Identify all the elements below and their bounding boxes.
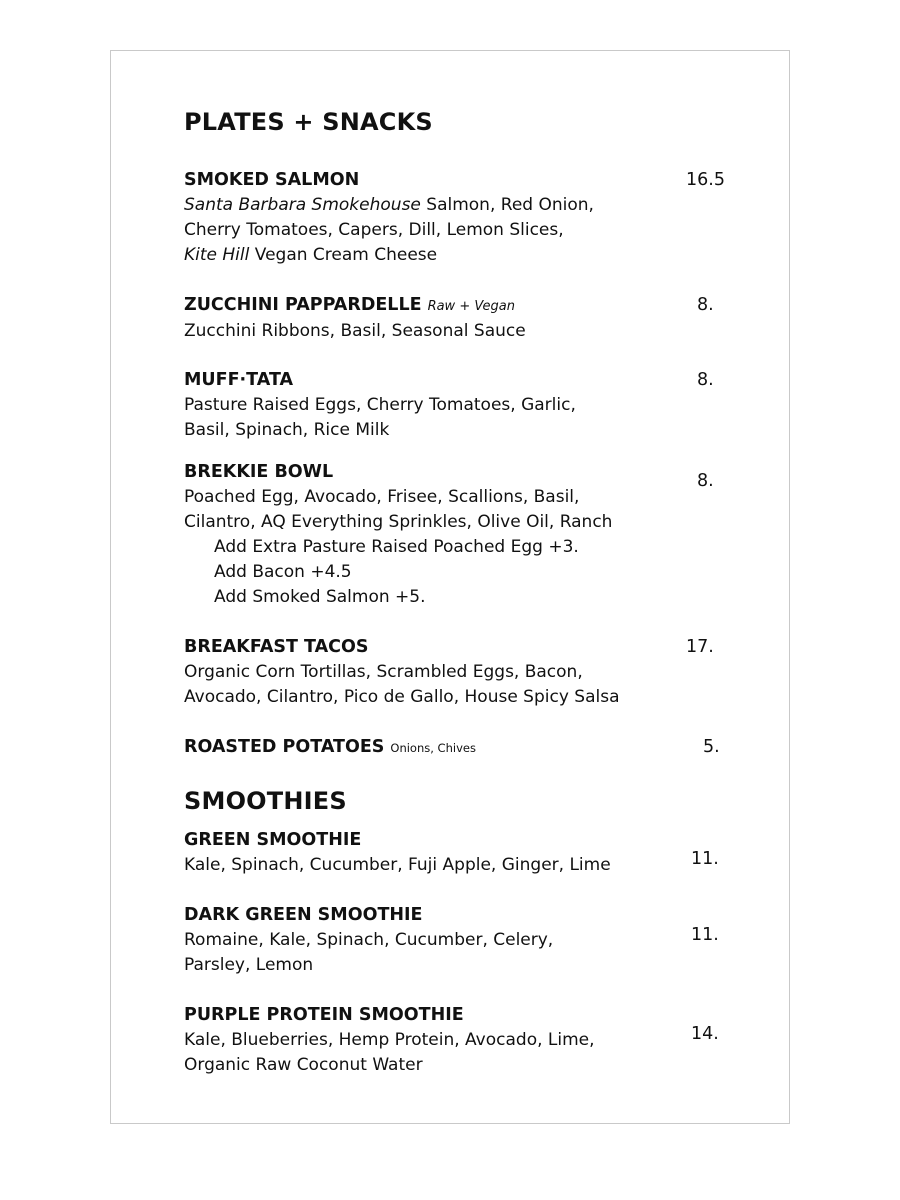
item-description-line: Organic Corn Tortillas, Scrambled Eggs, Bacon, <box>184 662 583 682</box>
item-description-line <box>184 193 744 218</box>
item-description-line: Poached Egg, Avocado, Frisee, Scallions, Basil, <box>184 487 580 507</box>
brand-name: Kite Hill <box>184 245 250 265</box>
description-text: Vegan Cream Cheese <box>249 245 438 265</box>
menu-item-breakfast-tacos <box>184 635 744 710</box>
item-name-text: ZUCCHINI PAPPARDELLE <box>184 295 422 315</box>
brand-name: Santa Barbara Smokehouse <box>184 195 421 215</box>
menu-item-dark-green-smoothie <box>184 903 744 978</box>
item-description-line: Cilantro, AQ Everything Sprinkles, Olive Oil, Ranch <box>184 512 613 532</box>
menu-item-purple-protein-smoothie <box>184 1003 744 1078</box>
price-brekkie-bowl: 8. <box>697 471 714 491</box>
price-muff-tata: 8. <box>697 370 714 390</box>
item-name: DARK GREEN SMOOTHIE <box>184 905 423 925</box>
item-description-line: Organic Raw Coconut Water <box>184 1055 423 1075</box>
item-description-line: Avocado, Cilantro, Pico de Gallo, House Spicy Salsa <box>184 687 620 707</box>
menu-item-brekkie-bowl <box>184 460 744 610</box>
item-name: MUFF·TATA <box>184 370 294 390</box>
price-smoked-salmon: 16.5 <box>686 170 725 190</box>
item-name <box>184 735 744 761</box>
menu-item-smoked-salmon <box>184 168 744 268</box>
item-description-line: Kale, Blueberries, Hemp Protein, Avocado, Lime, <box>184 1030 595 1050</box>
price-breakfast-tacos: 17. <box>686 637 714 657</box>
item-description-line: Romaine, Kale, Spinach, Cucumber, Celery, <box>184 930 554 950</box>
menu-item-zucchini-pappardelle <box>184 293 744 344</box>
item-description-line: Kale, Spinach, Cucumber, Fuji Apple, Ginger, Lime <box>184 855 611 875</box>
item-note: Raw + Vegan <box>427 299 515 314</box>
price-zucchini-pappardelle: 8. <box>697 295 714 315</box>
item-description-line: Parsley, Lemon <box>184 955 314 975</box>
item-description-line: Pasture Raised Eggs, Cherry Tomatoes, Garlic, <box>184 395 576 415</box>
item-name: GREEN SMOOTHIE <box>184 830 362 850</box>
item-description-line <box>184 243 744 268</box>
item-description-line: Basil, Spinach, Rice Milk <box>184 420 390 440</box>
section-title-plates-snacks: PLATES + SNACKS <box>184 108 433 136</box>
price-dark-green-smoothie: 11. <box>691 925 719 945</box>
price-roasted-potatoes: 5. <box>703 737 720 757</box>
item-description-line: Zucchini Ribbons, Basil, Seasonal Sauce <box>184 321 526 341</box>
item-name: SMOKED SALMON <box>184 170 360 190</box>
description-text: Salmon, Red Onion, <box>420 195 594 215</box>
addon-option: Add Bacon +4.5 <box>214 562 352 582</box>
addon-option: Add Smoked Salmon +5. <box>214 587 426 607</box>
section-title-smoothies: SMOOTHIES <box>184 787 347 815</box>
item-name: BREAKFAST TACOS <box>184 637 369 657</box>
menu-item-roasted-potatoes <box>184 735 744 761</box>
menu-item-green-smoothie <box>184 828 744 878</box>
item-name: BREKKIE BOWL <box>184 462 334 482</box>
addon-option: Add Extra Pasture Raised Poached Egg +3. <box>214 537 579 557</box>
item-name-text: ROASTED POTATOES <box>184 737 385 757</box>
item-description-line: Cherry Tomatoes, Capers, Dill, Lemon Slices, <box>184 220 564 240</box>
price-purple-protein-smoothie: 14. <box>691 1024 719 1044</box>
item-note: Onions, Chives <box>390 741 476 755</box>
item-name: PURPLE PROTEIN SMOOTHIE <box>184 1005 464 1025</box>
menu-item-muff-tata <box>184 368 744 443</box>
item-name <box>184 293 744 319</box>
price-green-smoothie: 11. <box>691 849 719 869</box>
